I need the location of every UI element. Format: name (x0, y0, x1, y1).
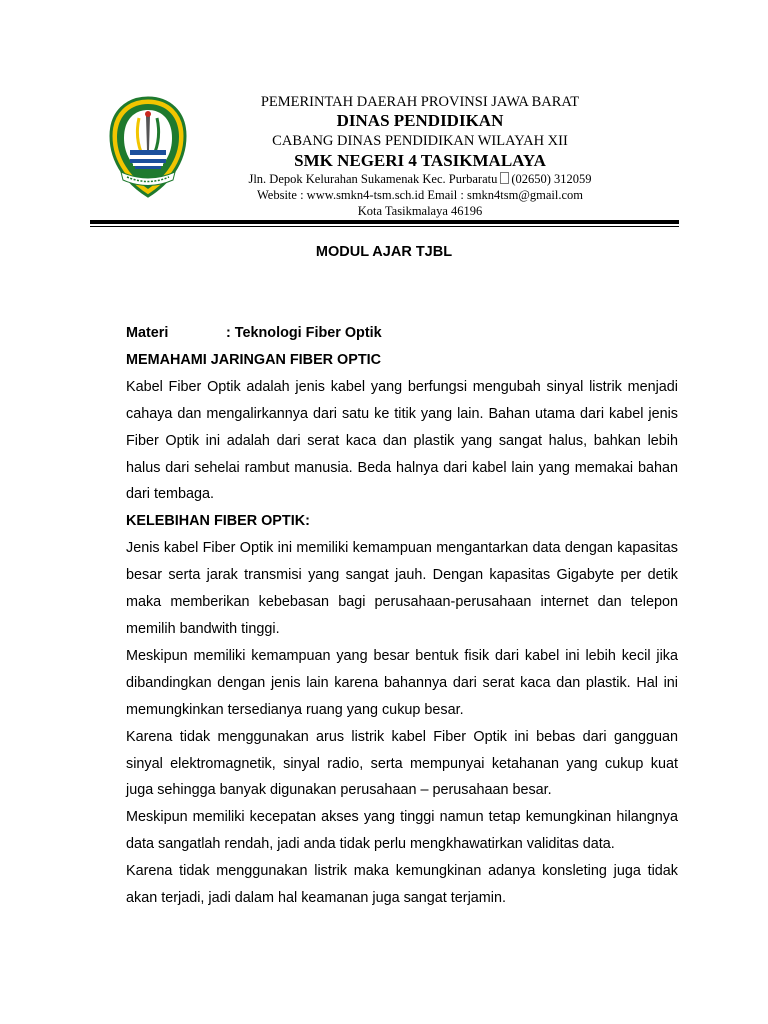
letterhead-phone: (02650) 312059 (511, 172, 592, 186)
paragraph-definition: Kabel Fiber Optik adalah jenis kabel yang berfungsi mengubah sinyal listrik menjadi cahaya dan mengalirkannya dari satu ke titik yang lain. Bahan utama dari kabel jenis Fiber Optik ini adalah dari serat kaca dan plastik yang sangat halus, bahkan lebih halus dari sehelai rambut manusia. Beda halnya dari kabel lain yang memakai bahan dari tembaga. (126, 378, 678, 503)
section-heading-understanding: MEMAHAMI JARINGAN FIBER OPTIC (126, 351, 382, 368)
jawa-barat-crest-icon (97, 92, 200, 204)
materi-row (126, 320, 678, 347)
document-content (126, 320, 678, 912)
paragraph-capacity: Jenis kabel Fiber Optik ini memiliki kemampuan mengantarkan data dengan kapasitas besar serta jarak transmisi yang sangat jauh. Dengan kapasitas Gigabyte per detik maka memberikan kebebasan bagi perusahaan-perusahaan internet dan telepon memilih bandwith tinggi. (126, 540, 678, 637)
section-heading-advantages: KELEBIHAN FIBER OPTIK: (126, 513, 310, 530)
document-title: MODUL AJAR TJBL (315, 244, 453, 260)
letterhead (220, 94, 620, 219)
letterhead-department: DINAS PENDIDIKAN (336, 111, 504, 130)
letterhead-government: PEMERINTAH DAERAH PROVINSI JAWA BARAT (260, 94, 580, 110)
paragraph-interference: Karena tidak menggunakan arus listrik kabel Fiber Optik ini bebas dari gangguan sinyal elektromagnetik, sinyal radio, serta mempunyai ketahanan yang cukup kuat juga sehingga banyak digunakan perusahaan – perusahaan besar. (126, 728, 678, 799)
letterhead-rule-thin (90, 226, 679, 227)
paragraph-size: Meskipun memiliki kemampuan yang besar bentuk fisik dari kabel ini lebih kecil jika dibandingkan dengan jenis lain karena bahannya dari serat kaca dan plastik. Hal ini memungkinkan tersedianya ruang yang cukup besar. (126, 647, 678, 718)
letterhead-address: Jln. Depok Kelurahan Sukamenak Kec. Purbaratu (248, 172, 498, 186)
materi-value: : Teknologi Fiber Optik (226, 325, 382, 341)
paragraph-data-loss: Meskipun memiliki kecepatan akses yang tinggi namun tetap kemungkinan hilangnya data sangatlah rendah, jadi anda tidak perlu mengkhawatirkan validitas data. (126, 809, 678, 853)
letterhead-school: SMK NEGERI 4 TASIKMALAYA (294, 151, 546, 170)
materi-label: Materi (126, 325, 169, 341)
phone-icon (500, 172, 509, 184)
letterhead-branch: CABANG DINAS PENDIDIKAN WILAYAH XII (272, 133, 568, 149)
paragraph-safety: Karena tidak menggunakan listrik maka kemungkinan adanya konsleting juga tidak akan terjadi, jadi dalam hal keamanan juga sangat terjamin. (126, 863, 678, 907)
letterhead-address-line (220, 171, 620, 187)
letterhead-city: Kota Tasikmalaya 46196 (357, 204, 483, 218)
letterhead-web-email: Website : www.smkn4-tsm.sch.id Email : smkn4tsm@gmail.com (257, 188, 583, 202)
letterhead-rule-thick (90, 220, 679, 224)
